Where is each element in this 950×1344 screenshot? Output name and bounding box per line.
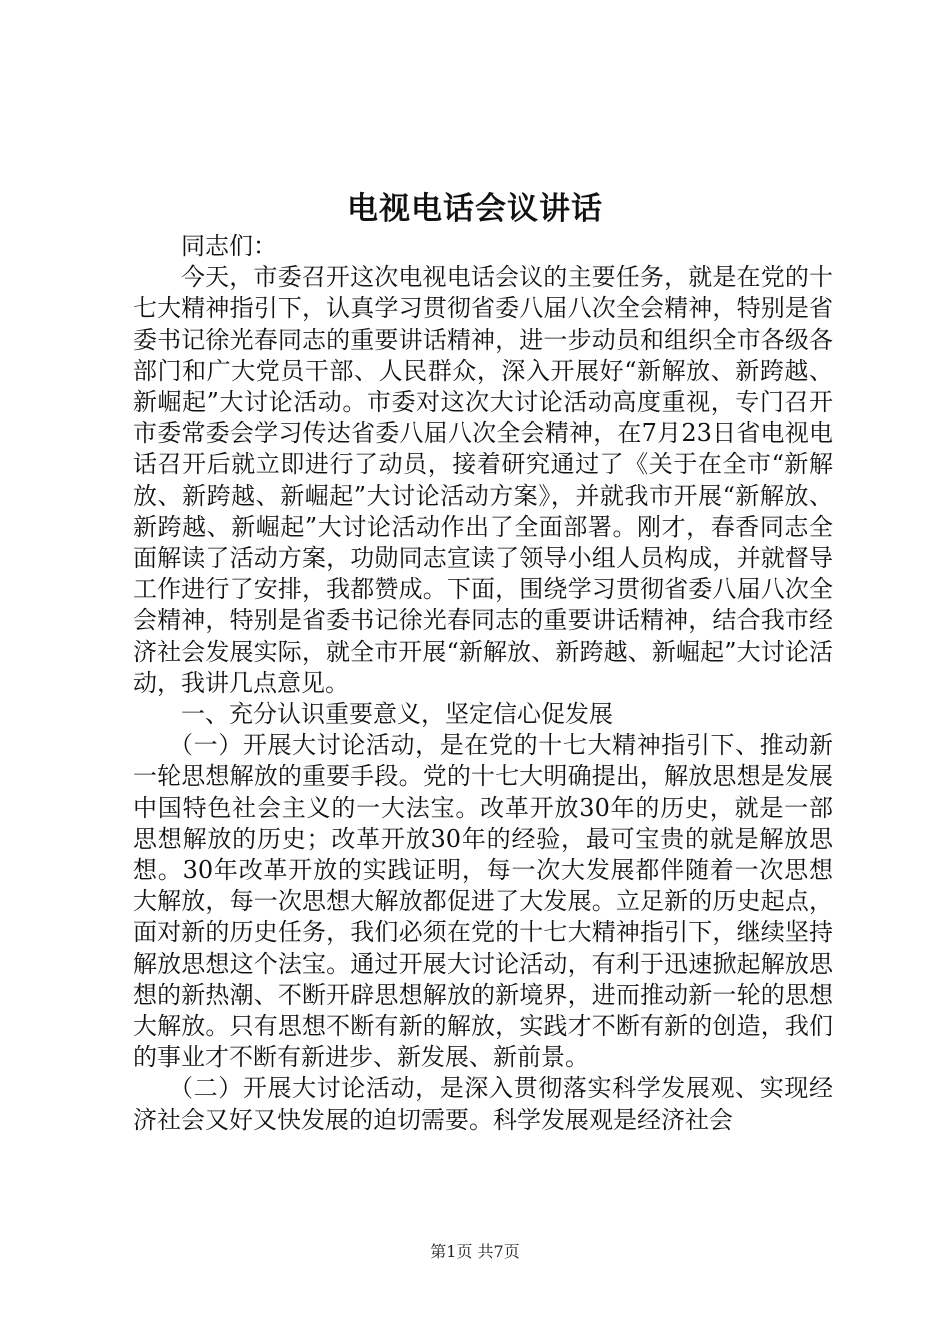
intro-paragraph: 今天，市委召开这次电视电话会议的主要任务，就是在党的十七大精神指引下，认真学习贯彻省委八届八次全会精神，特别是省委书记徐光春同志的重要讲话精神，进一步动员和组织全市各级各部门和广大党员干部、人民群众，深入开展好“新解放、新跨越、新崛起”大讨论活动。市委对这次大讨论活动高度重视，专门召开市委常委会学习传达省委八届八次全会精神，在7月23日省电视电话召开后就立即进行了动员，接着研究通过了《关于在全市“新解放、新跨越、新崛起”大讨论活动方案》，并就我市开展“新解放、新跨越、新崛起”大讨论活动作出了全面部署。刚才，春香同志全面解读了活动方案，功勋同志宣读了领导小组人员构成，并就督导工作进行了安排，我都赞成。下面，围绕学习贯彻省委八届八次全会精神，特别是省委书记徐光春同志的重要讲话精神，结合我市经济社会发展实际，就全市开展“新解放、新跨越、新崛起”大讨论活动，我讲几点意见。 — [133, 263, 833, 697]
subsection-paragraph-1: （一）开展大讨论活动，是在党的十七大精神指引下、推动新一轮思想解放的重要手段。党的十七大明确提出，解放思想是发展中国特色社会主义的一大法宝。改革开放30年的历史，就是一部思想解放的历史；改革开放30年的经验，最可宝贵的就是解放思想。30年改革开放的实践证明，每一次大发展都伴随着一次思想大解放，每一次思想大解放都促进了大发展。立足新的历史起点，面对新的历史任务，我们必须在党的十七大精神指引下，继续坚持解放思想这个法宝。通过开展大讨论活动，有利于迅速掀起解放思想的新热潮、不断开辟思想解放的新境界，进而推动新一轮的思想大解放。只有思想不断有新的解放，实践才不断有新的创造，我们的事业才不断有新进步、新发展、新前景。 — [133, 731, 833, 1072]
salutation: 同志们： — [181, 232, 277, 260]
document-title: 电视电话会议讲话 — [347, 191, 603, 227]
page-number: 第1页 共7页 — [430, 1242, 520, 1261]
subsection-paragraph-2: （二）开展大讨论活动，是深入贯彻落实科学发展观、实现经济社会又好又快发展的迫切需要。科学发展观是经济社会 — [133, 1074, 833, 1134]
document-body — [133, 231, 833, 1136]
section-heading: 一、充分认识重要意义，坚定信心促发展 — [181, 700, 613, 729]
